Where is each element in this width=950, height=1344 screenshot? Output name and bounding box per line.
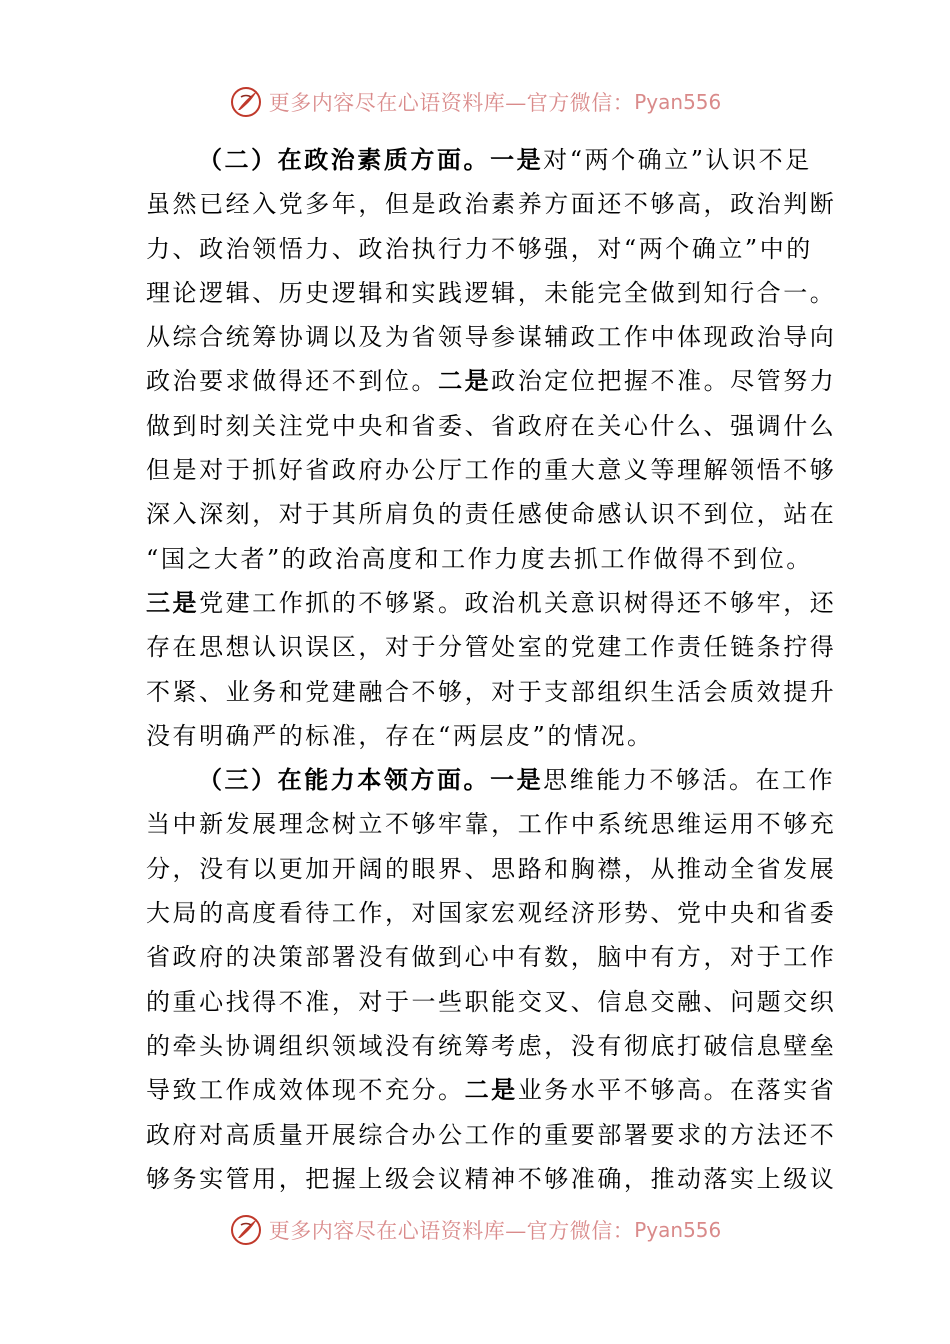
text-line: 力、政治领悟力、政治执行力不够强，对“两个确立”中的 bbox=[146, 234, 813, 263]
text-line: 当中新发展理念树立不够牢靠，工作中系统思维运用不够充 bbox=[146, 810, 837, 839]
text-line: 做到时刻关注党中央和省委、省政府在关心什么、强调什么 bbox=[146, 411, 837, 440]
text-line: 政府对高质量开展综合办公工作的重要部署要求的方法还不 bbox=[146, 1120, 837, 1149]
watermark-handle: Pyan556 bbox=[634, 1218, 722, 1242]
text-line: 虽然已经入党多年，但是政治素养方面还不够高，政治判断 bbox=[146, 190, 837, 219]
text-line: （三）在能力本领方面。一是思维能力不够活。在工作 bbox=[198, 766, 836, 795]
text-line: 政治要求做得还不到位。二是政治定位把握不准。尽管努力 bbox=[146, 367, 837, 396]
watermark-text: 更多内容尽在心语资料库—官方微信： bbox=[268, 91, 635, 115]
text-line: 从综合统筹协调以及为省领导参谋辅政工作中体现政治导向 bbox=[146, 323, 837, 352]
text-line: 的牵头协调组织领域没有统筹考虑，没有彻底打破信息壁垒 bbox=[146, 1031, 837, 1060]
text-line: 理论逻辑、历史逻辑和实践逻辑，未能完全做到知行合一。 bbox=[146, 278, 837, 307]
text-line: 分，没有以更加开阔的眼界、思路和胸襟，从推动全省发展 bbox=[146, 854, 837, 883]
text-line: 够务实管用，把握上级会议精神不够准确，推动落实上级议 bbox=[146, 1164, 837, 1193]
text-line: 深入深刻，对于其所肩负的责任感使命感认识不到位，站在 bbox=[146, 500, 837, 529]
text-line: 省政府的决策部署没有做到心中有数，脑中有方，对于工作 bbox=[146, 943, 837, 972]
quill-logo-icon bbox=[229, 1213, 263, 1247]
watermark-text: 更多内容尽在心语资料库—官方微信： bbox=[268, 1219, 635, 1243]
text-line: 导致工作成效体现不充分。二是业务水平不够高。在落实省 bbox=[146, 1076, 837, 1105]
document-body bbox=[146, 138, 837, 1201]
text-line: 存在思想认识误区，对于分管处室的党建工作责任链条拧得 bbox=[146, 633, 837, 662]
text-line: “国之大者”的政治高度和工作力度去抓工作做得不到位。 bbox=[146, 544, 813, 573]
text-line: 大局的高度看待工作，对国家宏观经济形势、党中央和省委 bbox=[146, 899, 837, 928]
footer-watermark bbox=[0, 1210, 950, 1250]
text-line: 的重心找得不准，对于一些职能交叉、信息交融、问题交织 bbox=[146, 987, 837, 1016]
text-line: 不紧、业务和党建融合不够，对于支部组织生活会质效提升 bbox=[146, 677, 837, 706]
watermark-handle: Pyan556 bbox=[634, 90, 722, 114]
text-line: 没有明确严的标准，存在“两层皮”的情况。 bbox=[146, 721, 654, 750]
text-line: 三是党建工作抓的不够紧。政治机关意识树得还不够牢，还 bbox=[146, 588, 837, 617]
header-watermark bbox=[0, 82, 950, 122]
text-line: 但是对于抓好省政府办公厅工作的重大意义等理解领悟不够 bbox=[146, 456, 837, 485]
quill-logo-icon bbox=[229, 85, 263, 119]
text-line: （二）在政治素质方面。一是对“两个确立”认识不足 bbox=[198, 146, 812, 174]
